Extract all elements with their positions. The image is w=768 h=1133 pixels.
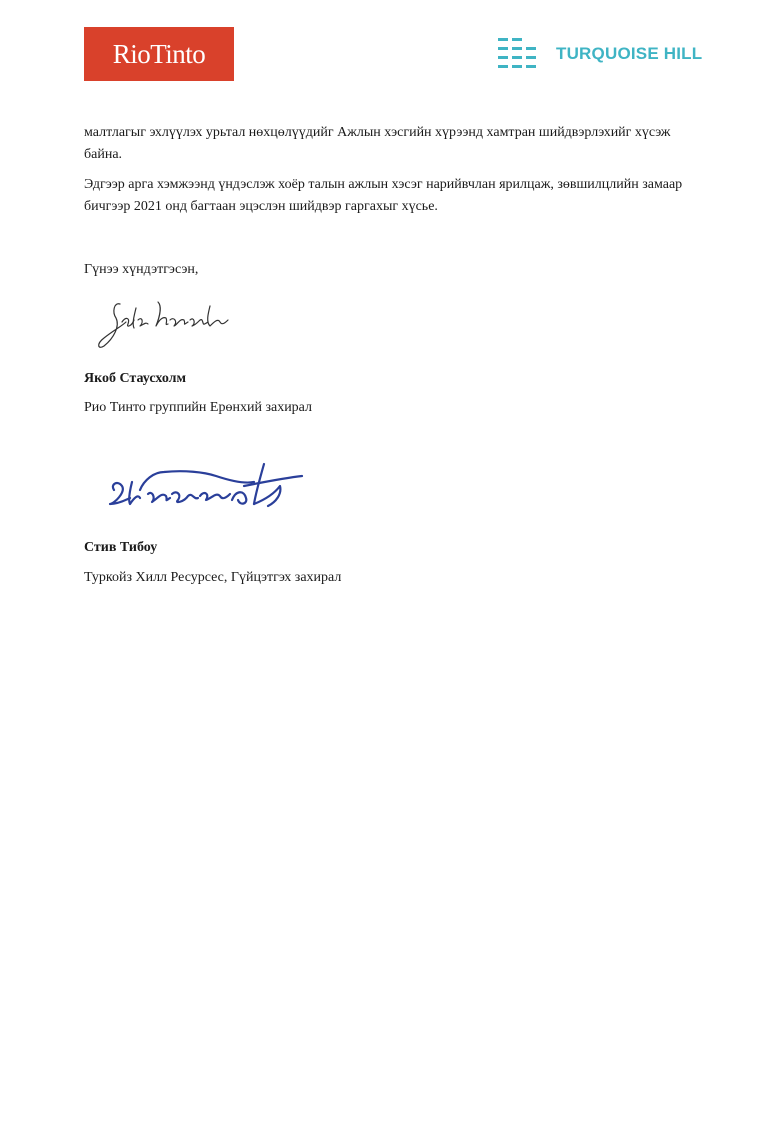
signature-1-image — [92, 292, 252, 354]
closing-salutation: Гүнээ хүндэтгэсэн, — [84, 262, 199, 277]
turquoise-hill-logo-text: TURQUOISE HILL — [556, 44, 703, 63]
rio-tinto-logo — [84, 27, 234, 81]
signatory-1-name: Якоб Стаусхолм — [84, 371, 187, 386]
turquoise-hill-mark-icon — [498, 36, 538, 72]
signature-2-image — [104, 460, 309, 516]
body-paragraph: малтлагыг эхлүүлэх урьтал нөхцөлүүдийг Ажлын хэсгийн хүрээнд хамтран шийдвэрлэхийг хүсэж байна. — [84, 125, 671, 162]
signatory-1-title: Рио Тинто группийн Ерөнхий захирал — [84, 400, 313, 415]
body-paragraph: Эдгээр арга хэмжээнд үндэслэж хоёр талын ажлын хэсэг нарийвчлан ярилцаж, зөвшилцлийн замаар бичгээр 2021 онд багтаан эцэслэн шийдвэр гаргахыг хүсье. — [84, 177, 683, 214]
signatory-2-name: Стив Тибоу — [84, 540, 158, 555]
turquoise-hill-logo — [498, 36, 702, 72]
letter-body — [84, 122, 684, 226]
rio-tinto-logo-text: RioTinto — [112, 38, 206, 69]
signatory-2-title: Туркойз Хилл Ресурсес, Гүйцэтгэх захирал — [84, 570, 342, 585]
